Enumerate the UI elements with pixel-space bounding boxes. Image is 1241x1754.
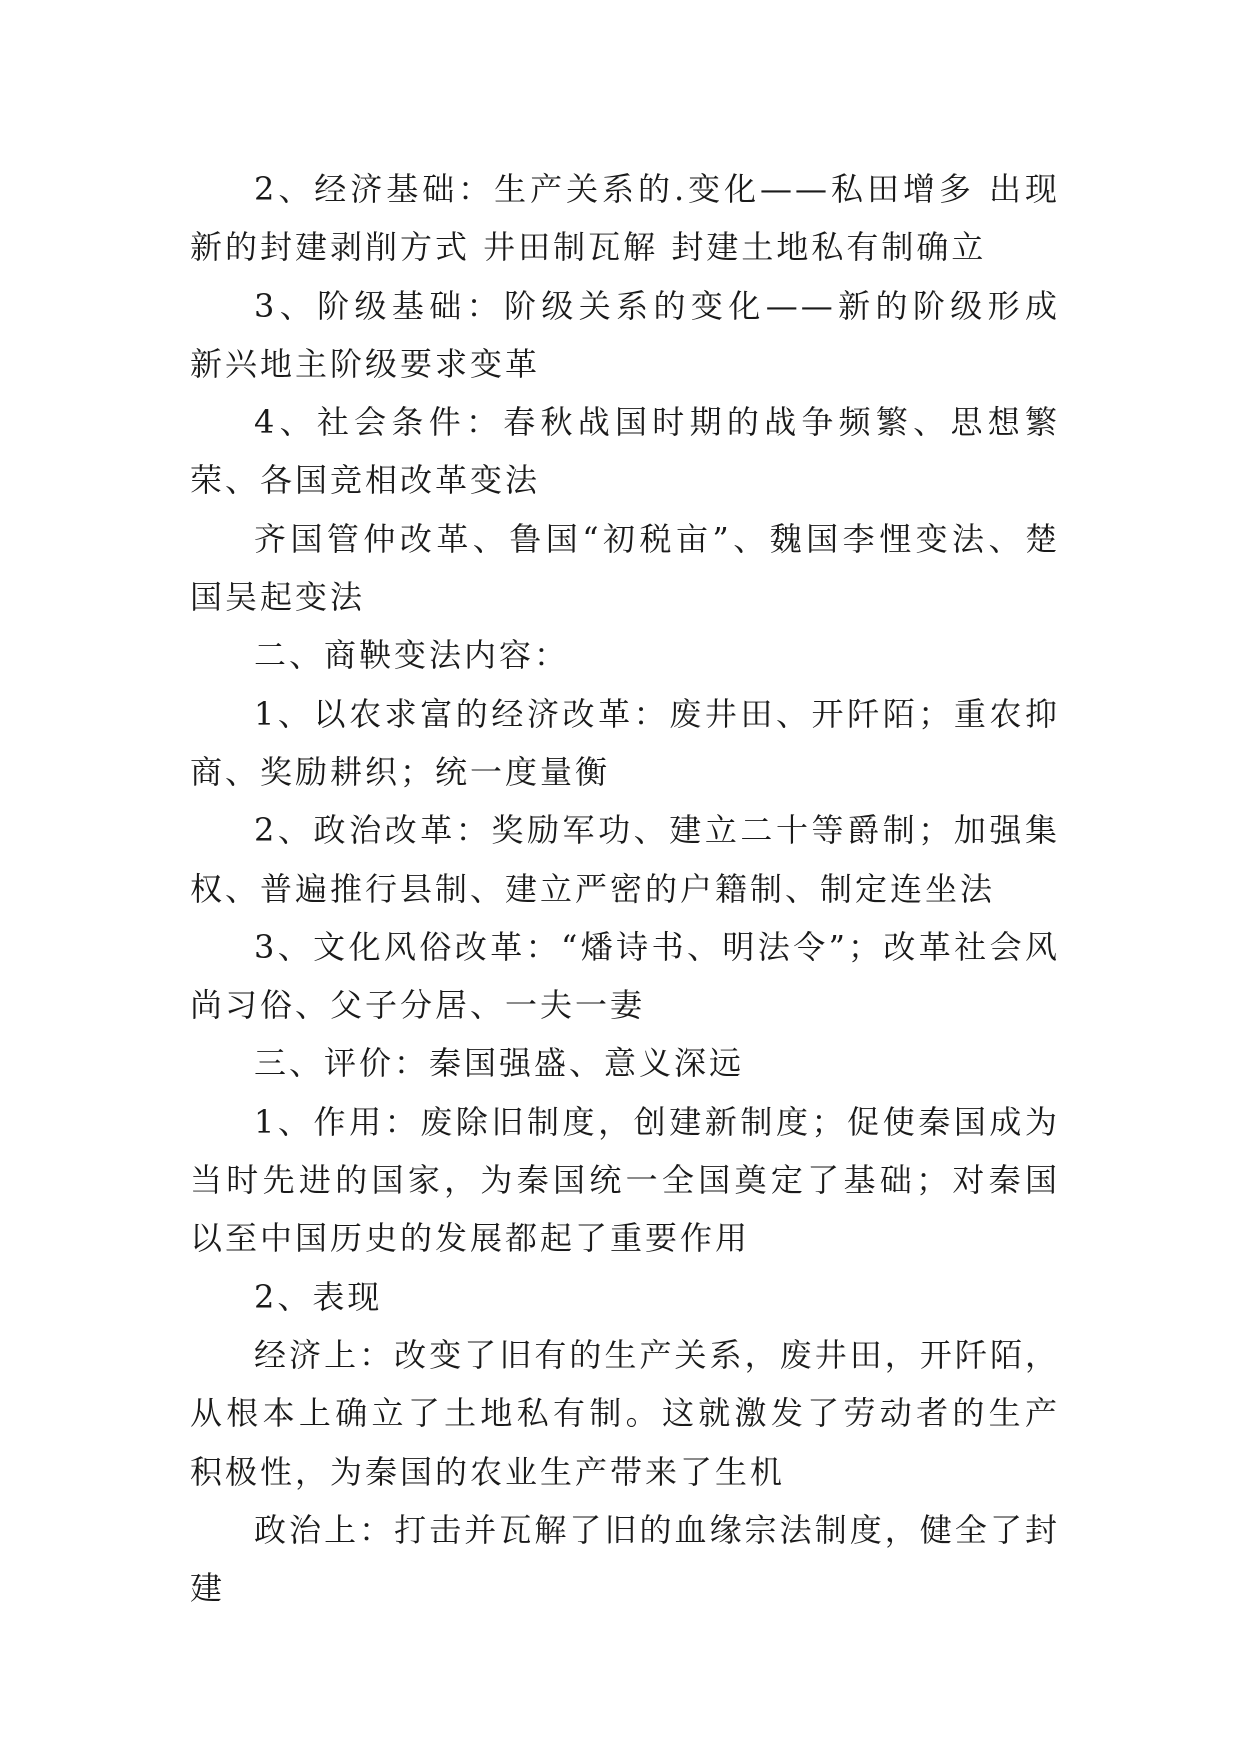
paragraph-economic-reform: 1、以农求富的经济改革：废井田、开阡陌；重农抑商、奖励耕织；统一度量衡: [190, 694, 1060, 791]
section-heading-reform-content: 二、商鞅变法内容：: [254, 636, 570, 675]
paragraph-economic-basis: 2、经济基础：生产关系的.变化——私田增多 出现新的封建剥削方式 井田制瓦解 封建土地私有制确立: [190, 170, 1060, 267]
section-heading-evaluation: 三、评价：秦国强盛、意义深远: [254, 1044, 745, 1083]
paragraph-class-basis: 3、阶级基础：阶级关系的变化——新的阶级形成 新兴地主阶级要求变革: [190, 286, 1060, 383]
paragraph-effect: 1、作用：废除旧制度，创建新制度；促使秦国成为当时先进的国家，为秦国统一全国奠定了基础；对秦国以至中国历史的发展都起了重要作用: [190, 1102, 1060, 1258]
paragraph-political-reform: 2、政治改革：奖励军功、建立二十等爵制；加强集权、普遍推行县制、建立严密的户籍制、制定连坐法: [190, 811, 1060, 908]
paragraph-economic-manifestation: 经济上：改变了旧有的生产关系，废井田，开阡陌，从根本上确立了土地私有制。这就激发了劳动者的生产积极性，为秦国的农业生产带来了生机: [190, 1335, 1060, 1491]
paragraph-cultural-reform: 3、文化风俗改革：“燔诗书、明法令”；改革社会风尚习俗、父子分居、一夫一妻: [190, 927, 1060, 1025]
paragraph-political-manifestation: 政治上：打击并瓦解了旧的血缘宗法制度，健全了封建: [190, 1510, 1060, 1608]
paragraph-state-reforms: 齐国管仲改革、鲁国“初税亩”、魏国李悝变法、楚国吴起变法: [190, 519, 1060, 617]
document-page: [190, 160, 1060, 1617]
paragraph-social-conditions: 4、社会条件：春秋战国时期的战争频繁、思想繁荣、各国竞相改革变法: [190, 403, 1060, 500]
subheading-manifestation: 2、表现: [254, 1277, 383, 1316]
